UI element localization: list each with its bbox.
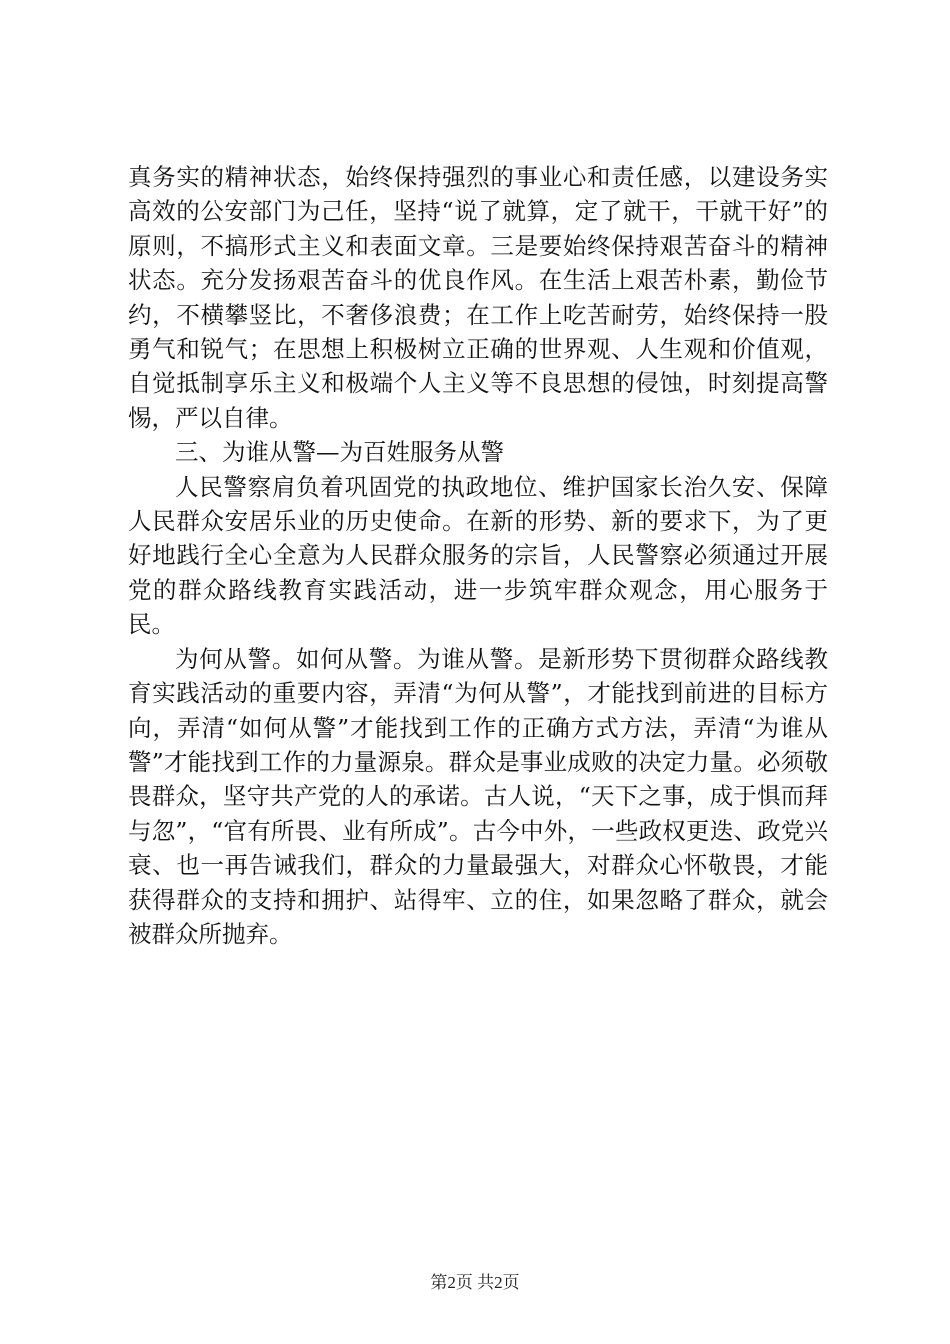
paragraph: 人民警察肩负着巩固党的执政地位、维护国家长治久安、保障人民群众安居乐业的历史使命。在新的形势、新的要求下，为了更好地践行全心全意为人民群众服务的宗旨，人民警察必须通过开展党的群众路线教育实践活动，进一步筑牢群众观念，用心服务于民。 [128, 472, 828, 639]
document-body [128, 160, 828, 951]
section-heading: 三、为谁从警—为百姓服务从警 [175, 438, 504, 467]
paragraph-continuation: 真务实的精神状态，始终保持强烈的事业心和责任感，以建设务实高效的公安部门为己任，坚持“说了就算，定了就干，干就干好”的原则，不搞形式主义和表面文章。三是要始终保持艰苦奋斗的精神状态。充分发扬艰苦奋斗的优良作风。在生活上艰苦朴素，勤俭节约，不横攀竖比，不奢侈浪费；在工作上吃苦耐劳，始终保持一股勇气和锐气；在思想上积极树立正确的世界观、人生观和价值观，自觉抵制享乐主义和极端个人主义等不良思想的侵蚀，时刻提高警惕，严以自律。 [128, 163, 828, 432]
paragraph: 为何从警。如何从警。为谁从警。是新形势下贯彻群众路线教育实践活动的重要内容，弄清“为何从警”，才能找到前进的目标方向，弄清“如何从警”才能找到工作的正确方式方法，弄清“为谁从警”才能找到工作的力量源泉。群众是事业成败的决定力量。必须敬畏群众，坚守共产党的人的承诺。古人说，“天下之事，成于惧而拜与忽”，“官有所畏、业有所成”。古今中外，一些政权更迭、政党兴衰、也一再告诫我们，群众的力量最强大，对群众心怀敬畏，才能获得群众的支持和拥护、站得牢、立的住，如果忽略了群众，就会被群众所抛弃。 [128, 644, 828, 948]
page-number-footer: 第2页 共2页 [430, 1273, 520, 1292]
